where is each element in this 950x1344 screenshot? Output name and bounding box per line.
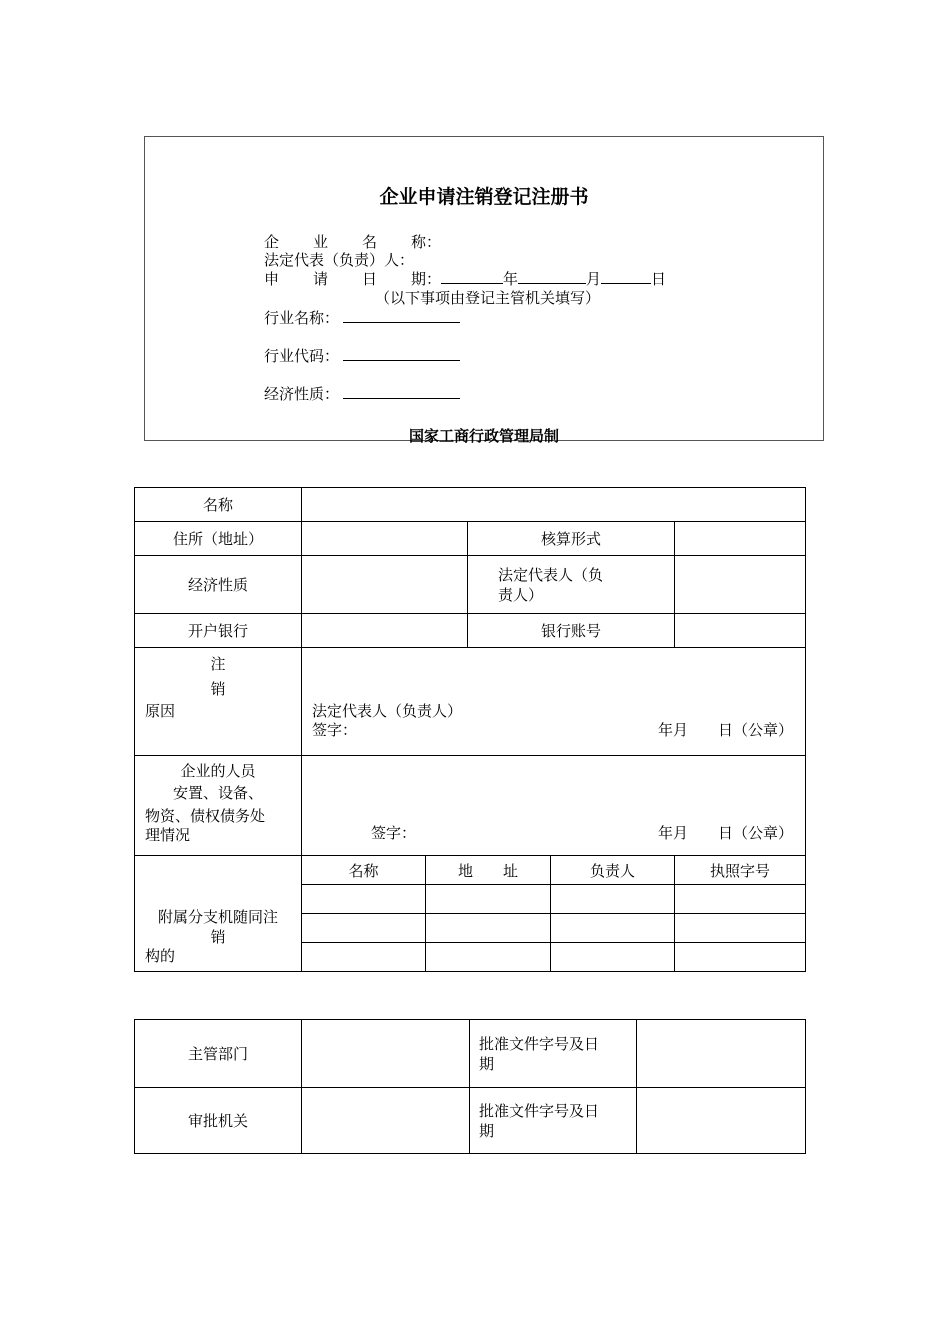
branch-header-manager: 负责人 [551, 856, 675, 885]
branch-cell[interactable] [426, 914, 551, 943]
staff-disposal-value[interactable] [302, 756, 806, 856]
economic-nature-value[interactable] [302, 556, 468, 614]
accounting-form-label: 核算形式 [468, 522, 675, 556]
year-blank[interactable] [441, 270, 503, 284]
branch-cell[interactable] [551, 943, 675, 972]
issuer-label: 国家工商行政管理局制 [408, 427, 559, 445]
branch-header-license: 执照字号 [675, 856, 806, 885]
branch-cell[interactable] [675, 914, 806, 943]
branch-cell[interactable] [302, 943, 426, 972]
legal-rep-label: 法定代表（负责）人： [264, 251, 415, 269]
industry-code-row: 行业代码： [264, 345, 460, 366]
month-blank[interactable] [518, 270, 586, 284]
legal-rep-label-l1: 法定代表人（负 [498, 565, 604, 584]
account-label: 银行账号 [468, 614, 675, 648]
branch-cell[interactable] [551, 914, 675, 943]
name-value[interactable] [302, 488, 806, 522]
industry-code-blank[interactable] [343, 347, 460, 361]
account-value[interactable] [675, 614, 806, 648]
cancel-date-label: 年月 日（公章） [658, 721, 794, 739]
branch-header-address: 地 址 [426, 856, 551, 885]
staff-disposal-label: 企业的人员 安置、设备、 物资、债权债务处 理情况 [135, 756, 302, 856]
approval-doc-label-2: 批准文件字号及日 期 [470, 1088, 637, 1154]
day-blank[interactable] [601, 270, 651, 284]
approval-doc-value-2[interactable] [637, 1088, 806, 1154]
branch-cell[interactable] [426, 943, 551, 972]
cancel-reason-value[interactable] [302, 648, 806, 756]
cancel-sign-label: 签字： [312, 721, 358, 739]
cancellation-table [134, 487, 806, 972]
name-label: 名称 [135, 488, 302, 522]
address-value[interactable] [302, 522, 468, 556]
approval-doc-value[interactable] [637, 1020, 806, 1088]
staff-sign-label: 签字： [371, 824, 417, 842]
bank-value[interactable] [302, 614, 468, 648]
branch-cell[interactable] [675, 943, 806, 972]
approval-table [134, 1019, 806, 1154]
branch-cell[interactable] [551, 885, 675, 914]
authority-label: 审批机关 [135, 1088, 302, 1154]
approval-doc-label: 批准文件字号及日 期 [470, 1020, 637, 1088]
dept-value[interactable] [302, 1020, 470, 1088]
address-label: 住所（地址） [135, 522, 302, 556]
authority-value[interactable] [302, 1088, 470, 1154]
company-name-label: 企 业 名 称： [264, 233, 441, 251]
economic-nature-label: 经济性质 [135, 556, 302, 614]
branch-cell[interactable] [302, 885, 426, 914]
industry-name-row: 行业名称： [264, 307, 460, 328]
document-title: 企业申请注销登记注册书 [379, 186, 589, 208]
dept-label: 主管部门 [135, 1020, 302, 1088]
branch-cell[interactable] [675, 885, 806, 914]
legal-rep-label-cell [468, 556, 675, 614]
cancel-reason-label: 注 销 原因 [135, 648, 302, 756]
economic-nature-blank[interactable] [343, 385, 460, 399]
branches-label: 附属分支机随同注 销 构的 [135, 856, 302, 972]
branch-cell[interactable] [302, 914, 426, 943]
cover-box [144, 136, 824, 445]
industry-name-blank[interactable] [343, 309, 460, 323]
accounting-form-value[interactable] [675, 522, 806, 556]
branch-cell[interactable] [426, 885, 551, 914]
economic-nature-row: 经济性质： [264, 383, 460, 404]
staff-date-label: 年月 日（公章） [658, 824, 794, 842]
apply-date-row: 申 请 日 期： 年 月 日 [264, 270, 667, 288]
registry-note: （以下事项由登记主管机关填写） [375, 289, 601, 307]
legal-rep-value[interactable] [675, 556, 806, 614]
branch-header-name: 名称 [302, 856, 426, 885]
bank-label: 开户银行 [135, 614, 302, 648]
legal-rep-label-l2: 责人） [498, 585, 544, 604]
cancel-rep-label: 法定代表人（负责人） [312, 702, 463, 720]
